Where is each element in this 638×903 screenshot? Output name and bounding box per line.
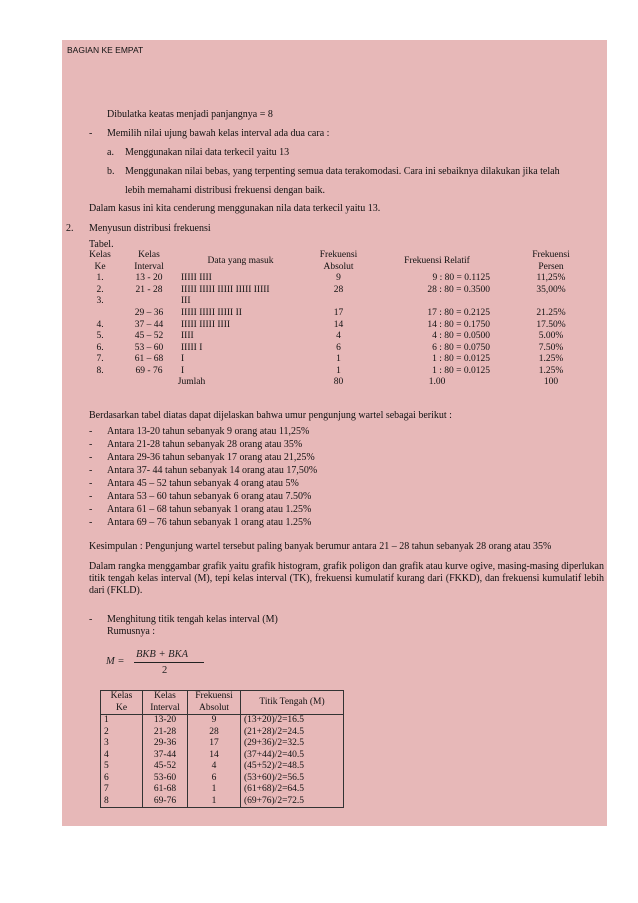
m-header-frekuensi-absolut: Frekuensi Absolut: [188, 691, 241, 715]
m-cell-kelas-ke: 5: [101, 761, 143, 773]
table-row: [101, 796, 344, 808]
bullet-dash: -: [89, 452, 93, 463]
bullet-dash: -: [89, 465, 93, 476]
cell-persen: 17.50%: [536, 319, 566, 330]
formula-denominator: 2: [162, 665, 168, 676]
header-kelas-ke: Kelas Ke: [89, 250, 111, 272]
cell-persen: 35,00%: [536, 284, 566, 295]
cell-data-masuk: I: [181, 354, 185, 364]
cell-interval: 29 – 36: [134, 308, 164, 318]
header-frekuensi-absolut: Frekuensi Absolut: [319, 250, 358, 272]
cell-fabs: 1: [336, 365, 341, 376]
cell-persen: 11,25%: [536, 273, 566, 283]
table-row: [80, 273, 602, 285]
list-item: Antara 69 – 76 tahun sebanyak 1 orang atau 1.25%: [107, 517, 312, 528]
m-cell-fabs: 4: [188, 761, 241, 773]
m-cell-kelas-ke: 3: [101, 738, 143, 750]
cell-data-masuk: IIIII IIIII IIII: [181, 319, 231, 330]
cell-data-masuk: III: [181, 296, 191, 306]
header-frekuensi-persen: Frekuensi Persen: [532, 250, 570, 272]
cell-frel: 9 : 80 = 0.1125: [432, 273, 490, 283]
midpoint-table: [100, 690, 344, 808]
m-cell-kelas-ke: 6: [101, 773, 143, 785]
bullet-dash: -: [89, 426, 93, 437]
cell-fabs: 14: [333, 319, 344, 330]
cell-fabs: 28: [333, 284, 344, 295]
tabel-label: Tabel.: [89, 239, 114, 250]
bullet-dash: -: [89, 439, 93, 450]
header-data-masuk: Data yang masuk: [207, 255, 274, 266]
m-cell-kelas-ke: 7: [101, 784, 143, 796]
cell-interval: 21 - 28: [135, 284, 163, 295]
m-cell-interval: 13-20: [143, 715, 188, 727]
table-row: [101, 727, 344, 739]
m-cell-fabs: 9: [188, 715, 241, 727]
m-cell-kelas-ke: 1: [101, 715, 143, 727]
rumusnya-line: Rumusnya :: [107, 626, 156, 637]
m-cell-titik-tengah: (61+68)/2=64.5: [244, 784, 305, 794]
section-header: BAGIAN KE EMPAT: [67, 45, 144, 55]
cell-persen: 21.25%: [536, 308, 566, 318]
cell-interval: [120, 296, 178, 308]
m-cell-fabs: 1: [188, 784, 241, 796]
menyusun-heading: Menyusun distribusi frekuensi: [89, 223, 211, 234]
m-cell-interval: 45-52: [143, 761, 188, 773]
m-cell-titik-tengah: (37+44)/2=40.5: [244, 749, 305, 760]
list-item: Antara 37- 44 tahun sebanyak 14 orang atau 17,50%: [107, 465, 318, 476]
option-a-label: a.: [107, 147, 114, 158]
cell-data-masuk: I: [181, 365, 185, 376]
table-header-row: [80, 250, 602, 273]
table-row: [80, 354, 602, 366]
bullet-dash: -: [89, 128, 93, 139]
option-b-text-cont: lebih memahami distribusi frekuensi dengan baik.: [125, 185, 325, 196]
bullet-dash: -: [89, 517, 93, 528]
list-item: Antara 45 – 52 tahun sebanyak 4 orang atau 5%: [107, 478, 299, 489]
table-total-row: [80, 377, 602, 389]
list-item: Antara 21-28 tahun sebanyak 28 orang atau 35%: [107, 439, 303, 450]
cell-persen: 1.25%: [538, 365, 564, 376]
berdasarkan-line: Berdasarkan tabel diatas dapat dijelaskan bahwa umur pengunjung wartel sebagai berikut :: [89, 410, 452, 421]
formula-lhs: M =: [106, 656, 125, 667]
m-cell-interval: 21-28: [143, 727, 188, 739]
m-cell-fabs: 6: [188, 773, 241, 785]
cell-persen: 1.25%: [538, 354, 564, 364]
option-a-text: Menggunakan nilai data terkecil yaitu 13: [125, 147, 290, 158]
bullet-dash: -: [89, 614, 93, 625]
table-row: [101, 761, 344, 773]
header-kelas-interval: Kelas Interval: [134, 250, 164, 272]
m-cell-titik-tengah: (53+60)/2=56.5: [244, 772, 305, 783]
total-label: Jumlah: [177, 377, 206, 387]
table-row: [80, 366, 602, 378]
table-row: [80, 296, 602, 308]
m-cell-fabs: 28: [188, 727, 241, 739]
cell-kelas-ke: 6.: [96, 342, 104, 353]
m-cell-kelas-ke: 2: [101, 727, 143, 739]
table-row: [80, 331, 602, 343]
fraction-bar: [134, 662, 204, 663]
m-header-kelas-interval: Kelas Interval: [143, 691, 188, 715]
cell-kelas-ke: 3.: [96, 296, 104, 306]
cell-kelas-ke: 4.: [96, 319, 104, 330]
m-cell-kelas-ke: 4: [101, 750, 143, 762]
m-cell-interval: 61-68: [143, 784, 188, 796]
kasus-line: Dalam kasus ini kita cenderung menggunakan nila data terkecil yaitu 13.: [89, 203, 381, 214]
m-header-kelas-ke: Kelas Ke: [101, 691, 143, 715]
cell-fabs: [303, 296, 374, 308]
bullet-dash: -: [89, 504, 93, 515]
total-persen: 100: [543, 377, 559, 387]
cell-kelas-ke: 2.: [96, 284, 104, 295]
cell-fabs: 1: [336, 354, 341, 364]
cell-fabs: 17: [333, 308, 344, 318]
cell-interval: 37 – 44: [134, 319, 164, 330]
table-row: [80, 320, 602, 332]
formula-numerator: BKB + BKA: [136, 649, 188, 660]
m-cell-interval: 37-44: [143, 750, 188, 762]
m-cell-interval: 29-36: [143, 738, 188, 750]
m-cell-fabs: 17: [188, 738, 241, 750]
rounding-line: Dibulatka keatas menjadi panjangnya = 8: [107, 109, 273, 120]
m-header-titik-tengah: Titik Tengah (M): [259, 696, 325, 707]
midpoint-header-row: [101, 691, 344, 715]
cell-persen: 5.00%: [538, 331, 564, 341]
cell-frel: 17 : 80 = 0.2125: [427, 308, 490, 318]
cell-frel: 1 : 80 = 0.0125: [432, 365, 490, 376]
m-cell-interval: 69-76: [143, 796, 188, 808]
m-cell-titik-tengah: (69+76)/2=72.5: [244, 795, 305, 806]
option-b-label: b.: [107, 166, 115, 177]
table-row: [101, 715, 344, 727]
cell-interval: 69 - 76: [135, 365, 163, 376]
cell-frel: [374, 296, 500, 308]
table-row: [101, 750, 344, 762]
list-item: Antara 61 – 68 tahun sebanyak 1 orang atau 1.25%: [107, 504, 312, 515]
total-fabs: 80: [333, 377, 344, 387]
cell-fabs: 9: [336, 273, 341, 283]
cell-data-masuk: IIIII IIIII IIIII IIIII IIIII: [181, 284, 270, 295]
m-cell-titik-tengah: (13+20)/2=16.5: [244, 715, 305, 725]
total-frel: 1.00: [428, 377, 446, 387]
table-row: [80, 308, 602, 320]
cell-fabs: 6: [336, 342, 341, 353]
rangka-paragraph: Dalam rangka menggambar grafik yaitu grafik histogram, grafik poligon dan grafik atau kurve ogive, masing-masing diperlukan titik tengah kelas interval (M), tepi kelas interval (TK), frekuensi kumulatif kurang dari (FKKD), dan frekuensi kumulatif lebih dari (FKLD).: [89, 561, 604, 596]
table-row: [80, 343, 602, 355]
cell-frel: 14 : 80 = 0.1750: [427, 319, 490, 330]
table-row: [101, 738, 344, 750]
m-cell-titik-tengah: (45+52)/2=48.5: [244, 761, 305, 771]
m-cell-interval: 53-60: [143, 773, 188, 785]
cell-interval: 53 – 60: [134, 342, 164, 353]
cell-persen: 7.50%: [538, 342, 564, 353]
header-frekuensi-relatif: Frekuensi Relatif: [404, 255, 470, 266]
cell-interval: 45 – 52: [134, 331, 164, 341]
cell-kelas-ke: 5.: [96, 331, 104, 341]
m-cell-kelas-ke: 8: [101, 796, 143, 808]
table-row: [80, 285, 602, 297]
m-cell-fabs: 14: [188, 750, 241, 762]
frequency-table: [80, 250, 602, 389]
list-item: Antara 13-20 tahun sebanyak 9 orang atau 11,25%: [107, 426, 310, 437]
cell-frel: 6 : 80 = 0.0750: [432, 342, 490, 353]
cell-kelas-ke: 8.: [96, 365, 104, 376]
cell-fabs: 4: [336, 331, 341, 341]
kesimpulan-line: Kesimpulan : Pengunjung wartel tersebut paling banyak berumur antara 21 – 28 tahun sebanyak 28 orang atau 35%: [89, 541, 552, 552]
cell-frel: 1 : 80 = 0.0125: [432, 354, 490, 364]
cell-interval: 13 - 20: [135, 273, 163, 283]
cell-interval: 61 – 68: [134, 354, 164, 364]
table-row: [101, 784, 344, 796]
bullet-dash: -: [89, 478, 93, 489]
option-b-text: Menggunakan nilai bebas, yang terpenting semua data terakomodasi. Cara ini sebaiknya dilakukan jika telah: [125, 166, 560, 177]
bullet-dash: -: [89, 491, 93, 502]
m-cell-titik-tengah: (29+36)/2=32.5: [244, 738, 305, 748]
menghitung-line: Menghitung titik tengah kelas interval (M): [107, 614, 278, 625]
cell-persen: [500, 296, 602, 308]
item-number-2: 2.: [66, 223, 74, 234]
cell-data-masuk: IIIII IIIII IIIII II: [181, 308, 242, 318]
cell-kelas-ke: 7.: [96, 354, 104, 364]
table-row: [101, 773, 344, 785]
m-cell-fabs: 1: [188, 796, 241, 808]
cell-frel: 28 : 80 = 0.3500: [427, 284, 490, 295]
cell-kelas-ke: [80, 308, 120, 320]
list-item: Antara 29-36 tahun sebanyak 17 orang atau 21,25%: [107, 452, 315, 463]
cell-data-masuk: IIII: [181, 331, 194, 341]
cell-data-masuk: IIIII I: [181, 342, 203, 353]
list-item: Antara 53 – 60 tahun sebanyak 6 orang atau 7.50%: [107, 491, 312, 502]
cell-kelas-ke: 1.: [96, 273, 104, 283]
memilih-line: Memilih nilai ujung bawah kelas interval ada dua cara :: [107, 128, 330, 139]
cell-data-masuk: IIIII IIII: [181, 273, 212, 283]
m-cell-titik-tengah: (21+28)/2=24.5: [244, 726, 305, 737]
cell-frel: 4 : 80 = 0.0500: [432, 331, 490, 341]
